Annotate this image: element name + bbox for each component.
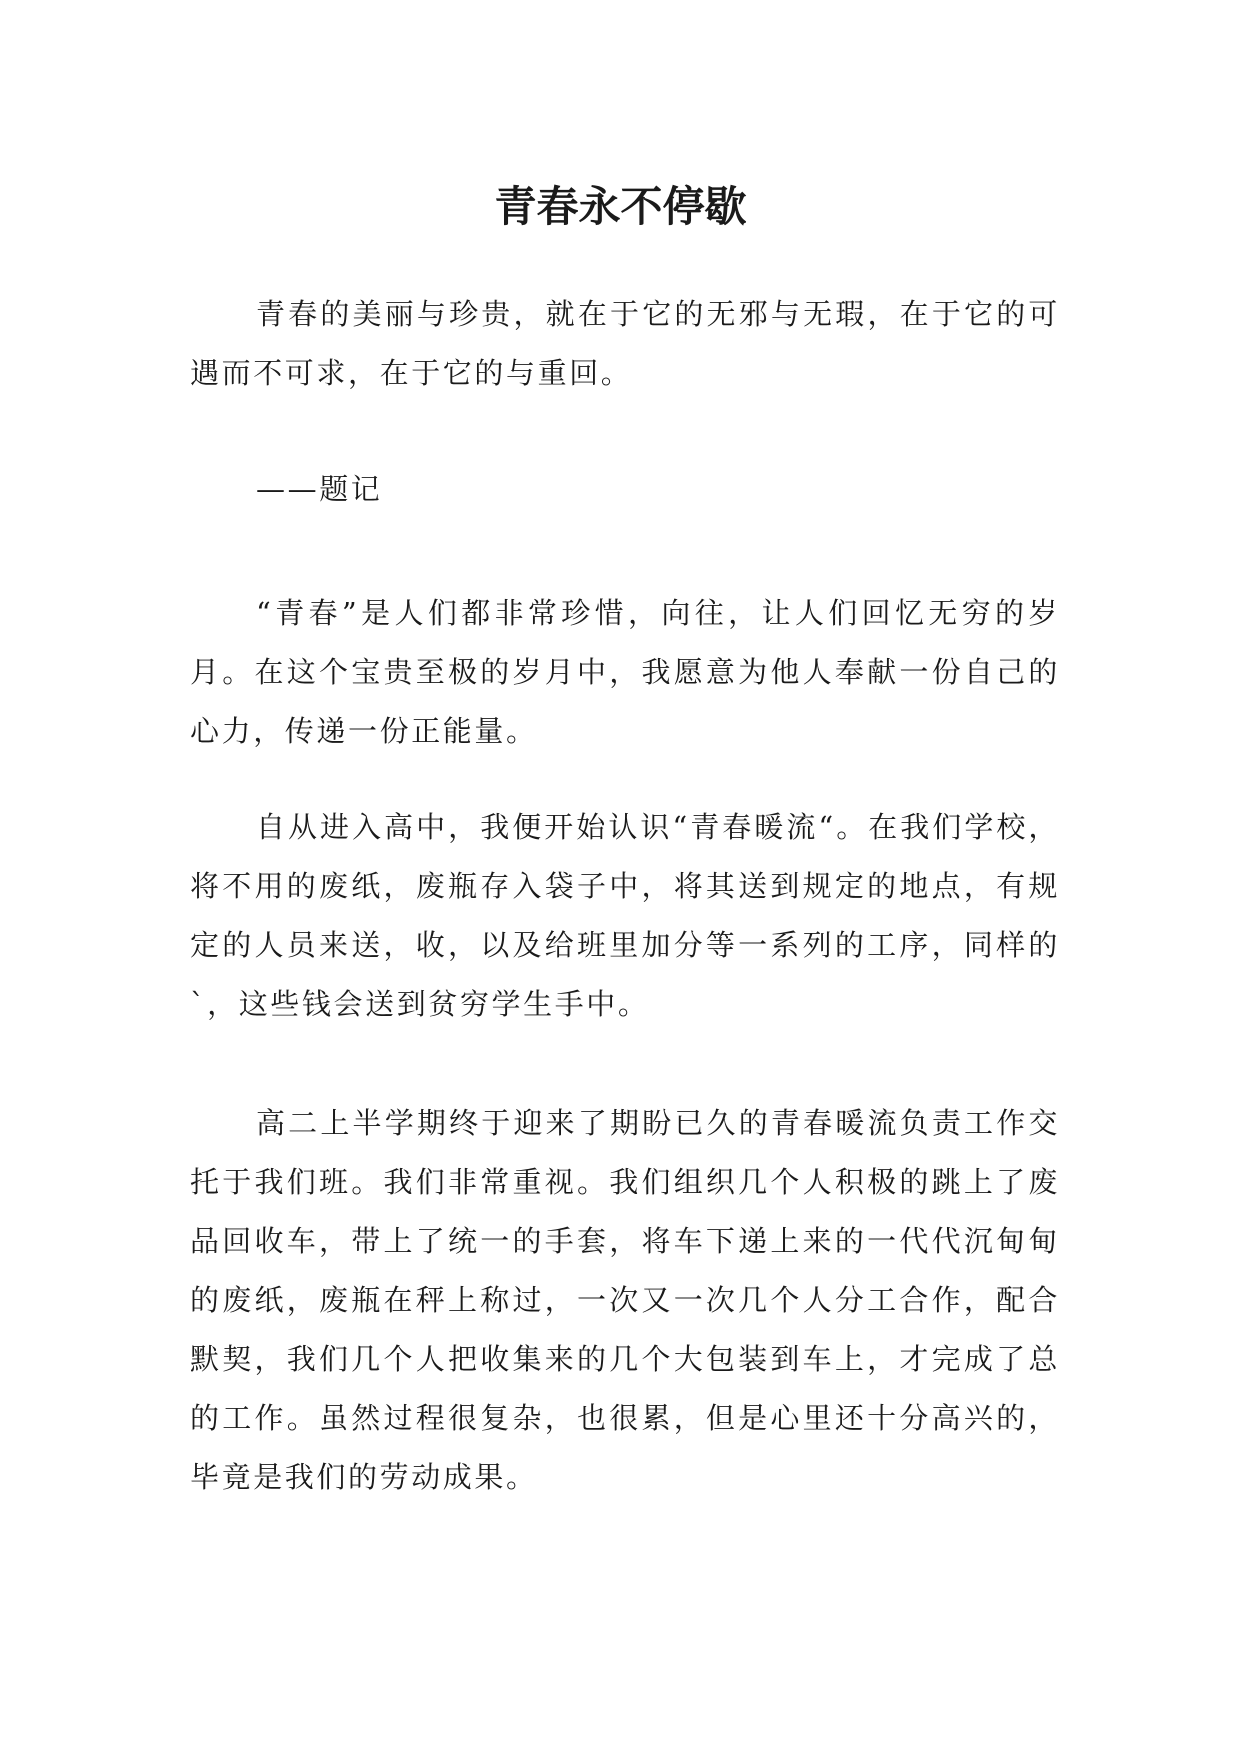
document-title: 青春永不停歇	[494, 182, 747, 232]
paragraph-intro: 青春的美丽与珍贵，就在于它的无邪与无瑕，在于它的可遇而不可求，在于它的与重回。	[190, 297, 1060, 390]
paragraph-inscription: ——题记	[256, 472, 383, 506]
paragraph-youth: “青春”是人们都非常珍惜，向往，让人们回忆无穷的岁月。在这个宝贵至极的岁月中，我愿意为他人奉献一份自己的心力，传递一份正能量。	[190, 596, 1060, 748]
paragraph-sophomore: 高二上半学期终于迎来了期盼已久的青春暖流负责工作交托于我们班。我们非常重视。我们组织几个人积极的跳上了废品回收车，带上了统一的手套，将车下递上来的一代代沉甸甸的废纸，废瓶在秤上称过，一次又一次几个人分工合作，配合默契，我们几个人把收集来的几个大包装到车上，才完成了总的工作。虽然过程很复杂，也很累，但是心里还十分高兴的，毕竟是我们的劳动成果。	[190, 1106, 1060, 1494]
paragraph-high-school: 自从进入高中，我便开始认识“青春暖流“。在我们学校，将不用的废纸，废瓶存入袋子中，将其送到规定的地点，有规定的人员来送，收，以及给班里加分等一系列的工序，同样的`，这些钱会送到贫穷学生手中。	[190, 810, 1060, 1021]
